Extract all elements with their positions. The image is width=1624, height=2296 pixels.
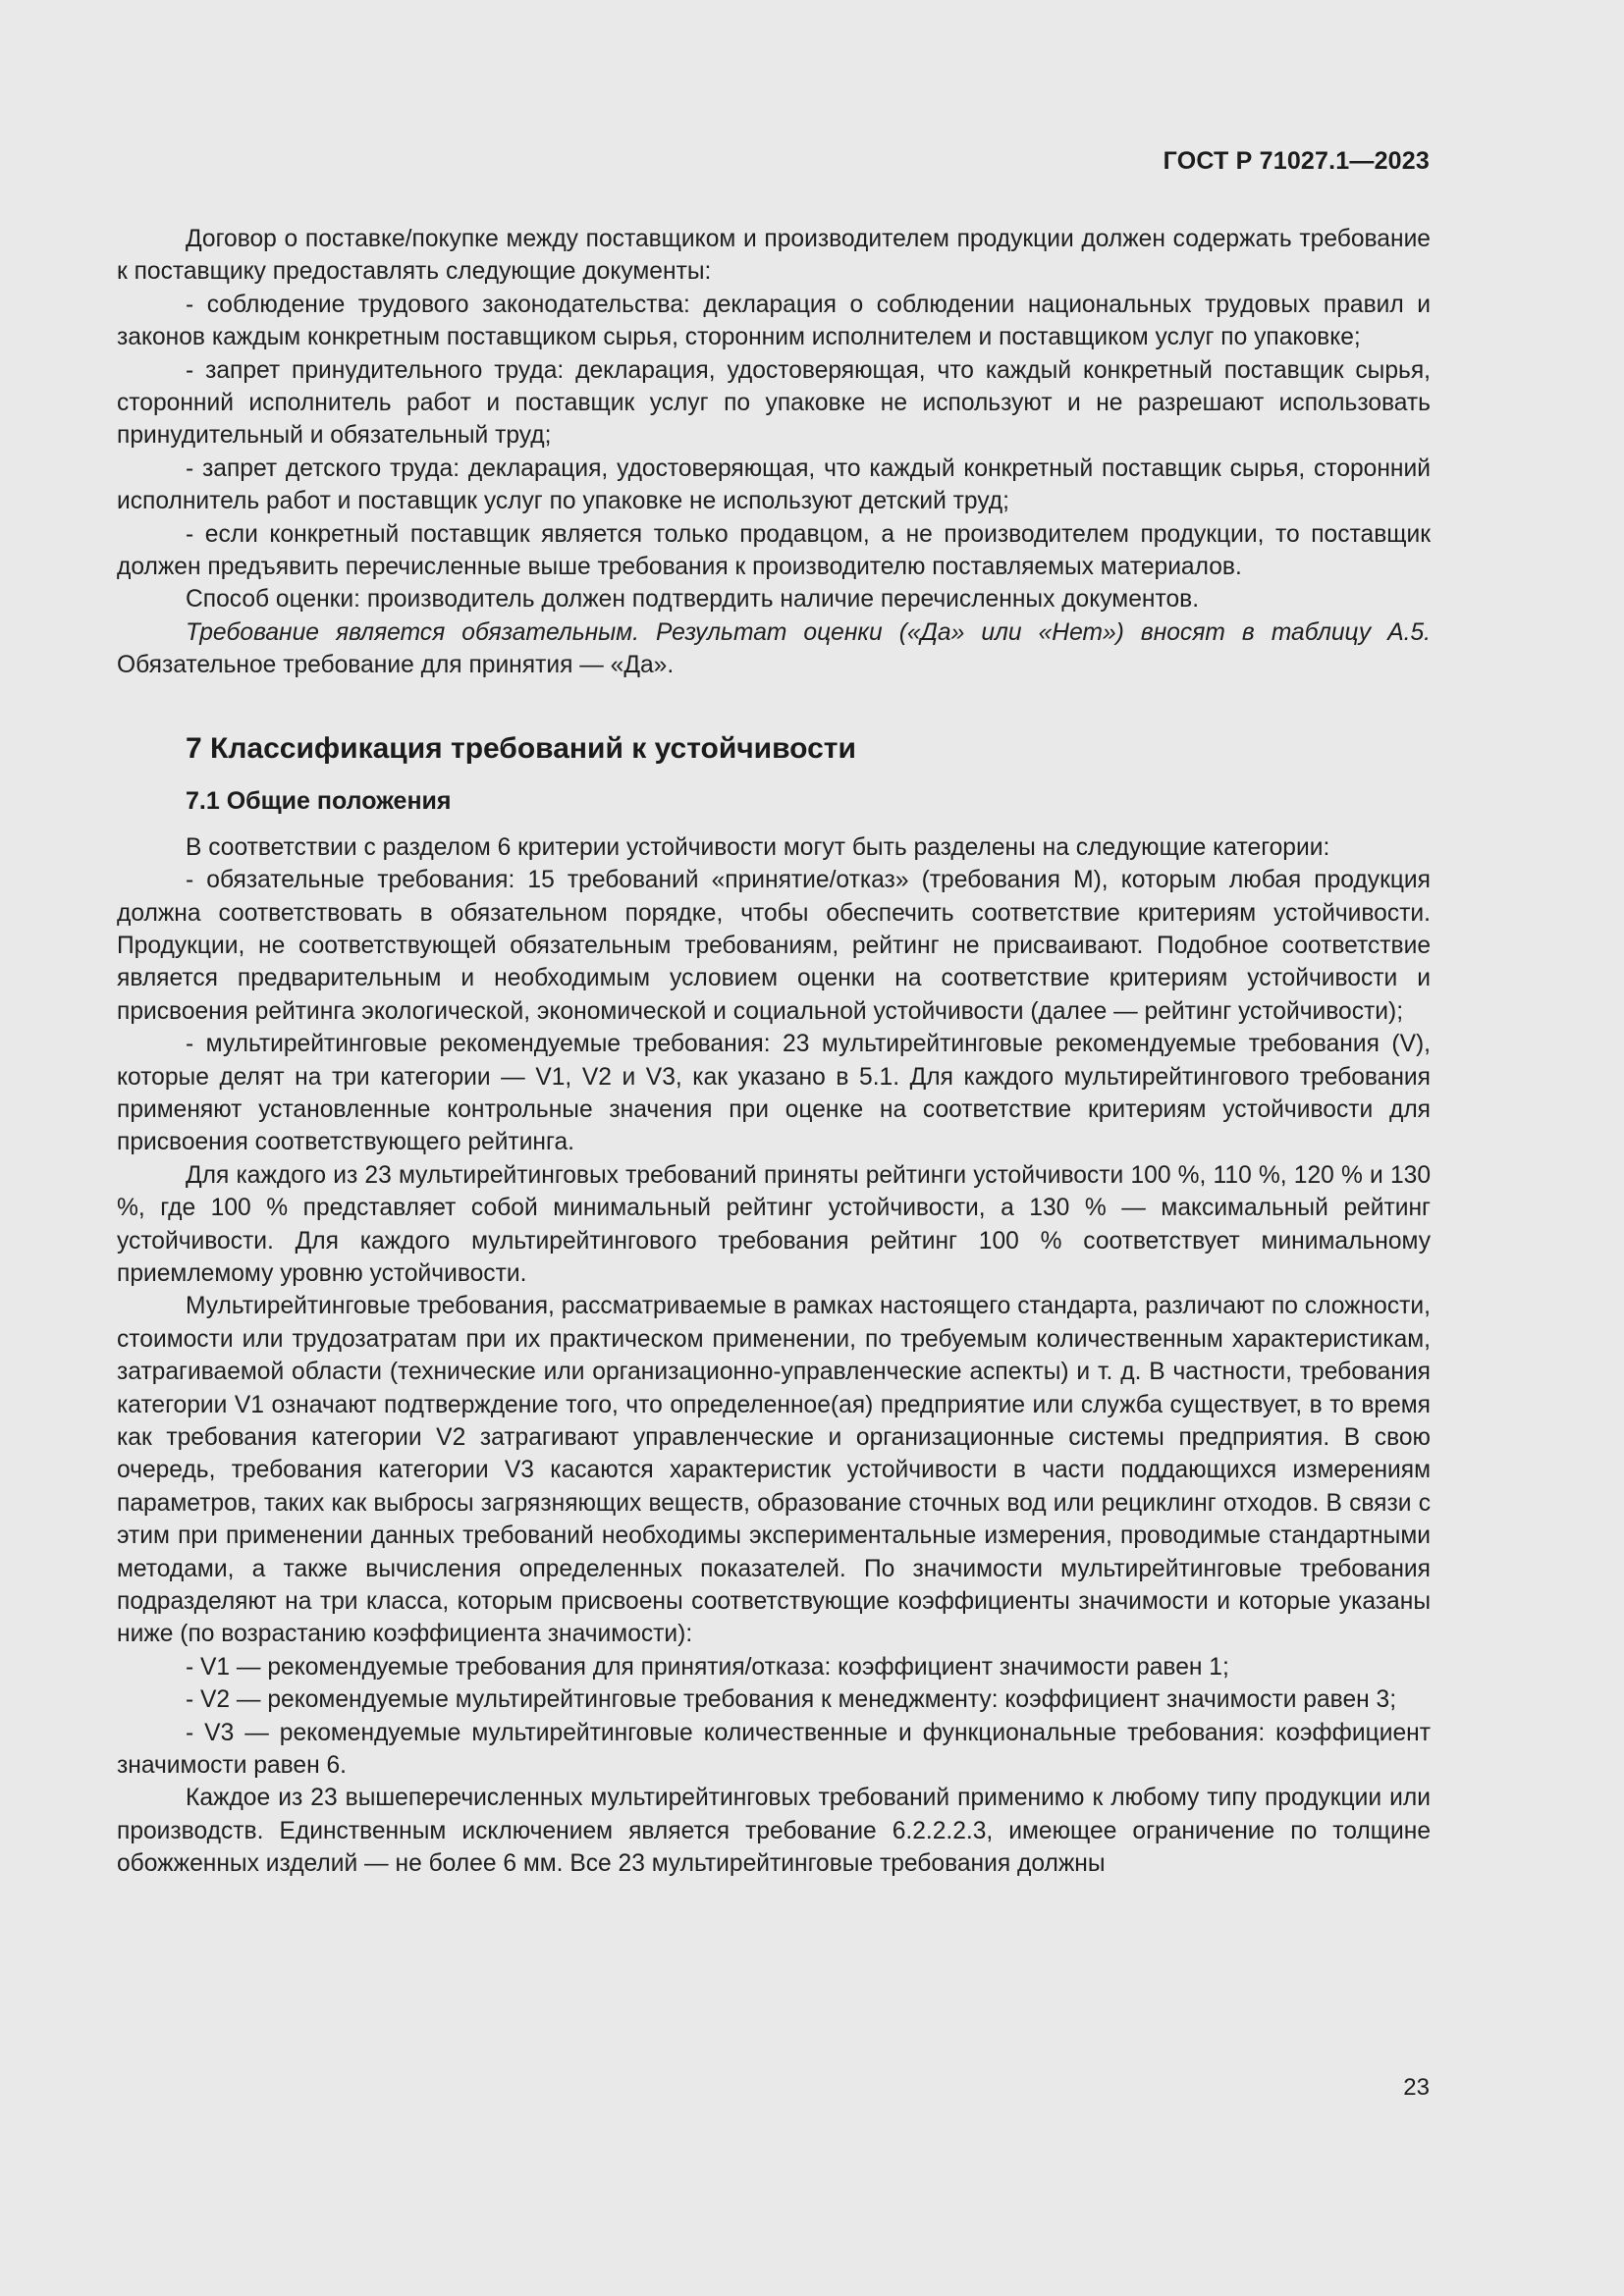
paragraph: Способ оценки: производитель должен подтвердить наличие перечисленных документов. [186, 586, 1200, 614]
subsection-title: 7.1 Общие положения [186, 786, 452, 815]
document-code: ГОСТ Р 71027.1—2023 [1163, 147, 1430, 175]
paragraph: В соответствии с разделом 6 критерии устойчивости могут быть разделены на следующие категории: [186, 833, 1330, 861]
list-item: - мультирейтинговые рекомендуемые требования: 23 мультирейтинговые рекомендуемые требования (V), которые делят на три категории — V1, V2 и V3, как указано в 5.1. Для каждого мультирейтингового требования применяют установленные контрольные значения при оценке на соответствие критериям устойчивости для присвоения соответствующего рейтинга. [117, 1031, 1431, 1156]
list-item: - V1 — рекомендуемые требования для принятия/отказа: коэффициент значимости равен 1; [186, 1653, 1229, 1681]
paragraph [117, 616, 1431, 682]
list-item: - V2 — рекомендуемые мультирейтинговые требования к менеджменту: коэффициент значимости равен 3; [186, 1686, 1397, 1714]
page-number: 23 [1403, 2074, 1430, 2101]
section-title: 7 Классификация требований к устойчивости [186, 731, 856, 765]
paragraph: Мультирейтинговые требования, рассматриваемые в рамках настоящего стандарта, различают по сложности, стоимости или трудозатратам при их практическом применении, по требуемым количественным характеристикам, затрагиваемой области (технические или организационно-управленческие аспекты) и т. д. В частности, требования категории V1 означают подтверждение того, что определенное(ая) предприятие или служба существует, в то время как требования категории V2 затрагивают управленческие и организационные системы предприятия. В свою очередь, требования категории V3 касаются характеристик устойчивости в части поддающихся измерениям параметров, таких как выбросы загрязняющих веществ, образование сточных вод или рециклинг отходов. В связи с этим при применении данных требований необходимы экспериментальные измерения, проводимые стандартными методами, а также вычисления определенных показателей. По значимости мультирейтинговые требования подразделяют на три класса, которым присвоены соответствующие коэффициенты значимости и которые указаны ниже (по возрастанию коэффициента значимости): [117, 1293, 1431, 1648]
paragraph: Для каждого из 23 мультирейтинговых требований приняты рейтинги устойчивости 100 %, 110 %, 120 % и 130 %, где 100 % представляет собой минимальный рейтинг устойчивости, а 130 % — максимальный рейтинг устойчивости. Для каждого мультирейтингового требования рейтинг 100 % соответствует минимальному приемлемому уровню устойчивости. [117, 1161, 1431, 1287]
list-item: - обязательные требования: 15 требований «принятие/отказ» (требования M), которым любая продукция должна соответствовать в обязательном порядке, чтобы обеспечить соответствие критериям устойчивости. Продукции, не соответствующей обязательным требованиям, рейтинг не присваивают. Подобное соответствие является предварительным и необходимым условием оценки на соответствие критериям устойчивости и присвоения рейтинга экологической, экономической и социальной устойчивости (далее — рейтинг устойчивости); [117, 867, 1431, 1025]
paragraph-text: Обязательное требование для принятия — «Да». [117, 652, 675, 679]
list-item: - запрет принудительного труда: декларация, удостоверяющая, что каждый конкретный поставщик сырья, сторонний исполнитель работ и поставщик услуг по упаковке не используют и не разрешают использовать принудительный и обязательный труд; [117, 356, 1431, 450]
list-item: - запрет детского труда: декларация, удостоверяющая, что каждый конкретный поставщик сырья, сторонний исполнитель работ и поставщик услуг по упаковке не используют детский труд; [117, 454, 1431, 515]
italic-text: Требование является обязательным. Результат оценки («Да» или «Нет») вносят в таблицу А.5. [186, 618, 1431, 646]
list-item: - V3 — рекомендуемые мультирейтинговые количественные и функциональные требования: коэффициент значимости равен 6. [117, 1719, 1431, 1780]
document-body [117, 223, 1431, 1881]
list-item: - соблюдение трудового законодательства: декларация о соблюдении национальных трудовых правил и законов каждым конкретным поставщиком сырья, сторонним исполнителем и поставщиком услуг по упаковке; [117, 291, 1431, 351]
list-item: - если конкретный поставщик является только продавцом, а не производителем продукции, то поставщик должен предъявить перечисленные выше требования к производителю поставляемых материалов. [117, 520, 1431, 581]
paragraph: Договор о поставке/покупке между поставщиком и производителем продукции должен содержать требование к поставщику предоставлять следующие документы: [117, 226, 1431, 286]
paragraph: Каждое из 23 вышеперечисленных мультирейтинговых требований применимо к любому типу продукции или производств. Единственным исключением является требование 6.2.2.2.3, имеющее ограничение по толщине обожженных изделий — не более 6 мм. Все 23 мультирейтинговые требования должны [117, 1785, 1431, 1878]
